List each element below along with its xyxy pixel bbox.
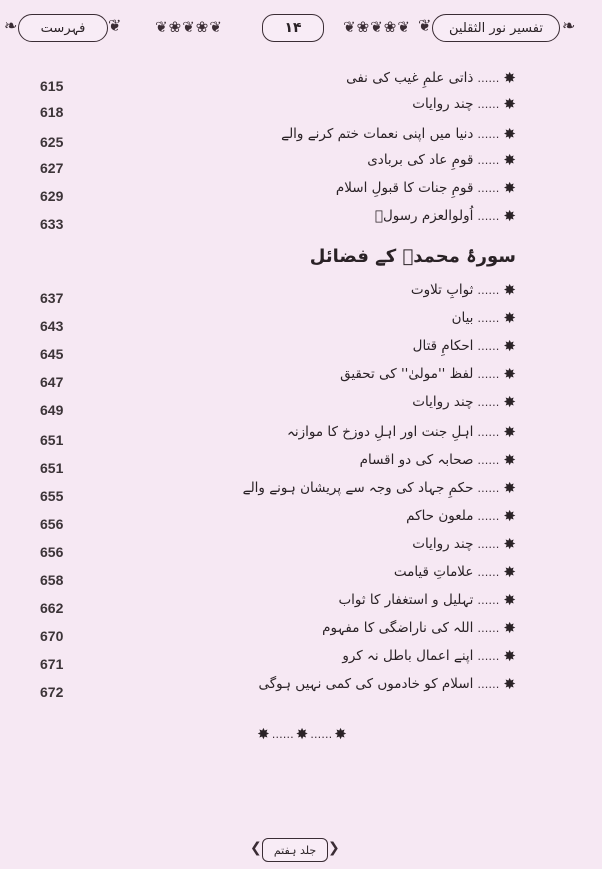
entry-title: حکمِ جہاد کی وجہ سے پریشان ہونے والے — [242, 480, 474, 496]
toc-entry — [0, 676, 602, 698]
toc-entry — [0, 126, 602, 148]
toc-entry — [0, 564, 602, 586]
entry-line — [281, 126, 516, 142]
toc-entry — [0, 310, 602, 332]
entry-line — [413, 338, 516, 354]
ornament-cap-icon: ❯ — [328, 840, 340, 856]
entry-title: اللہ کی ناراضگی کا مفہوم — [322, 620, 474, 636]
entry-title: چند روایات — [412, 394, 474, 410]
dots-separator: …… — [477, 209, 500, 223]
entry-title: صحابہ کی دو اقسام — [359, 452, 474, 468]
entry-title: علاماتِ قیامت — [393, 564, 474, 580]
entry-title: اپنے اعمال باطل نہ کرو — [342, 648, 474, 664]
entry-line — [412, 96, 516, 112]
entry-line — [394, 564, 516, 580]
entry-line — [360, 452, 516, 468]
toc-entry — [0, 70, 602, 92]
entry-title: تہلیل و استغفار کا ثواب — [338, 592, 474, 608]
star-icon: ✸ — [334, 725, 347, 743]
star-icon: ✸ — [503, 478, 516, 497]
entry-line — [367, 152, 516, 168]
ornament-cap-icon: ❦ — [418, 16, 432, 35]
dots-separator: …… — [477, 509, 500, 523]
entry-line — [258, 676, 516, 692]
page-ref: 655 — [40, 488, 64, 504]
entry-line — [346, 70, 516, 86]
page-ref: 629 — [40, 188, 64, 204]
page-ref: 615 — [40, 78, 64, 94]
page-ref: 671 — [40, 656, 64, 672]
book-title-frame — [432, 14, 560, 42]
star-icon: ✸ — [257, 725, 270, 743]
ornament-cap-icon: ❮ — [250, 840, 262, 856]
ornament-cap-icon: ❦ — [108, 16, 122, 35]
page-ref: 643 — [40, 318, 64, 334]
star-icon: ✸ — [503, 562, 516, 581]
section-heading: سورۂ محمدؐ کے فضائل — [309, 246, 516, 267]
star-icon: ✸ — [503, 674, 516, 693]
entry-line — [411, 282, 516, 298]
entry-line — [406, 508, 516, 524]
toc-entry — [0, 508, 602, 530]
toc-entry — [0, 96, 602, 118]
end-marker — [242, 727, 362, 742]
toc-entry — [0, 180, 602, 202]
dots-separator: …… — [477, 481, 500, 495]
book-title: تفسیر نور الثقلین — [449, 20, 543, 36]
header-ornament-left — [122, 14, 256, 40]
dots-separator: …… — [477, 97, 500, 111]
entry-line — [412, 536, 516, 552]
dots-separator: …… — [310, 728, 333, 741]
star-icon: ✸ — [503, 150, 516, 169]
page-ref: 651 — [40, 460, 64, 476]
ornament-cap-icon: ❧ — [4, 16, 18, 35]
dots-separator: …… — [477, 395, 500, 409]
page-ref: 672 — [40, 684, 64, 700]
entry-title: بیان — [451, 310, 474, 326]
star-icon: ✸ — [503, 646, 516, 665]
entry-title: چند روایات — [412, 96, 474, 112]
page-ref: 670 — [40, 628, 64, 644]
page-number: ۱۴ — [284, 20, 302, 36]
dots-separator: …… — [477, 621, 500, 635]
toc-entry — [0, 424, 602, 446]
section-label-frame — [18, 14, 108, 42]
dots-separator: …… — [477, 127, 500, 141]
dots-separator: …… — [477, 565, 500, 579]
page-ref: 645 — [40, 346, 64, 362]
page-ref: 647 — [40, 374, 64, 390]
entry-title: ثوابِ تلاوت — [410, 282, 474, 298]
dots-separator: …… — [477, 453, 500, 467]
dots-separator: …… — [477, 153, 500, 167]
toc-entry — [0, 208, 602, 230]
floral-ornament-icon: ❦❀❦❀❦ — [343, 18, 411, 36]
star-icon: ✸ — [503, 364, 516, 383]
star-icon: ✸ — [503, 68, 516, 87]
floral-ornament-icon: ❦❀❦❀❦ — [155, 18, 223, 36]
entry-line — [412, 394, 516, 410]
entry-title: چند روایات — [412, 536, 474, 552]
toc-entry — [0, 152, 602, 174]
toc-entry — [0, 394, 602, 416]
dots-separator: …… — [271, 728, 294, 741]
page-ref: 649 — [40, 402, 64, 418]
dots-separator: …… — [477, 649, 500, 663]
page-ref: 656 — [40, 544, 64, 560]
section-label: فہرست — [40, 20, 86, 36]
star-icon: ✸ — [503, 280, 516, 299]
volume-label: جلد ہفتم — [273, 843, 317, 857]
page-ref: 625 — [40, 134, 64, 150]
star-icon: ✸ — [503, 392, 516, 411]
ornament-cap-icon: ❧ — [562, 16, 576, 35]
star-icon: ✸ — [503, 422, 516, 441]
page-ref: 662 — [40, 600, 64, 616]
volume-label-frame — [262, 838, 328, 862]
entry-title: دنیا میں اپنی نعمات ختم کرنے والے — [281, 126, 474, 142]
star-icon: ✸ — [503, 124, 516, 143]
dots-separator: …… — [477, 537, 500, 551]
entry-title: قومِ جنات کا قبولِ اسلام — [335, 180, 474, 196]
star-icon: ✸ — [503, 336, 516, 355]
dots-separator: …… — [477, 593, 500, 607]
entry-title: لفظ ''مولیٰ'' کی تحقیق — [340, 366, 474, 382]
entry-line — [243, 480, 516, 496]
entry-title: ذاتی علمِ غیب کی نفی — [346, 70, 474, 86]
entry-title: ملعون حاکم — [406, 508, 474, 524]
star-icon: ✸ — [295, 725, 309, 743]
star-icon: ✸ — [503, 308, 516, 327]
page-header — [0, 0, 602, 48]
star-icon: ✸ — [503, 450, 516, 469]
page-ref: 658 — [40, 572, 64, 588]
entry-line — [375, 208, 516, 224]
toc-entry — [0, 536, 602, 558]
entry-line — [338, 592, 516, 608]
star-icon: ✸ — [503, 534, 516, 553]
page-ref: 618 — [40, 104, 64, 120]
page-ref: 651 — [40, 432, 64, 448]
toc-entry — [0, 480, 602, 502]
toc-entry — [0, 620, 602, 642]
toc-entry — [0, 648, 602, 670]
page-ref: 633 — [40, 216, 64, 232]
entry-line — [322, 620, 516, 636]
dots-separator: …… — [477, 283, 500, 297]
dots-separator: …… — [477, 339, 500, 353]
toc-entry — [0, 282, 602, 304]
toc-entry — [0, 592, 602, 614]
star-icon: ✸ — [503, 206, 516, 225]
header-ornament-right — [328, 14, 426, 40]
entry-title: اہلِ جنت اور اہلِ دوزخ کا موازنہ — [286, 424, 474, 440]
entry-title: قومِ عاد کی بربادی — [367, 152, 474, 168]
star-icon: ✸ — [503, 178, 516, 197]
entry-line — [336, 180, 516, 196]
entry-line — [287, 424, 516, 440]
star-icon: ✸ — [503, 506, 516, 525]
entry-title: احکامِ قتال — [412, 338, 474, 354]
page-ref: 627 — [40, 160, 64, 176]
dots-separator: …… — [477, 71, 500, 85]
entry-line — [452, 310, 516, 326]
star-icon: ✸ — [503, 94, 516, 113]
entry-line — [340, 366, 516, 382]
page-ref: 656 — [40, 516, 64, 532]
dots-separator: …… — [477, 311, 500, 325]
toc-entry — [0, 338, 602, 360]
star-icon: ✸ — [503, 618, 516, 637]
toc-entry — [0, 452, 602, 474]
entry-title: اسلام کو خادموں کی کمی نہیں ہوگی — [258, 676, 474, 692]
entry-line — [342, 648, 516, 664]
entry-title: اُولوالعزم رسولؐ — [374, 208, 474, 224]
dots-separator: …… — [477, 677, 500, 691]
page-number-frame — [262, 14, 324, 42]
dots-separator: …… — [477, 181, 500, 195]
dots-separator: …… — [477, 367, 500, 381]
page-ref: 637 — [40, 290, 64, 306]
star-icon: ✸ — [503, 590, 516, 609]
toc-entry — [0, 366, 602, 388]
dots-separator: …… — [477, 425, 500, 439]
